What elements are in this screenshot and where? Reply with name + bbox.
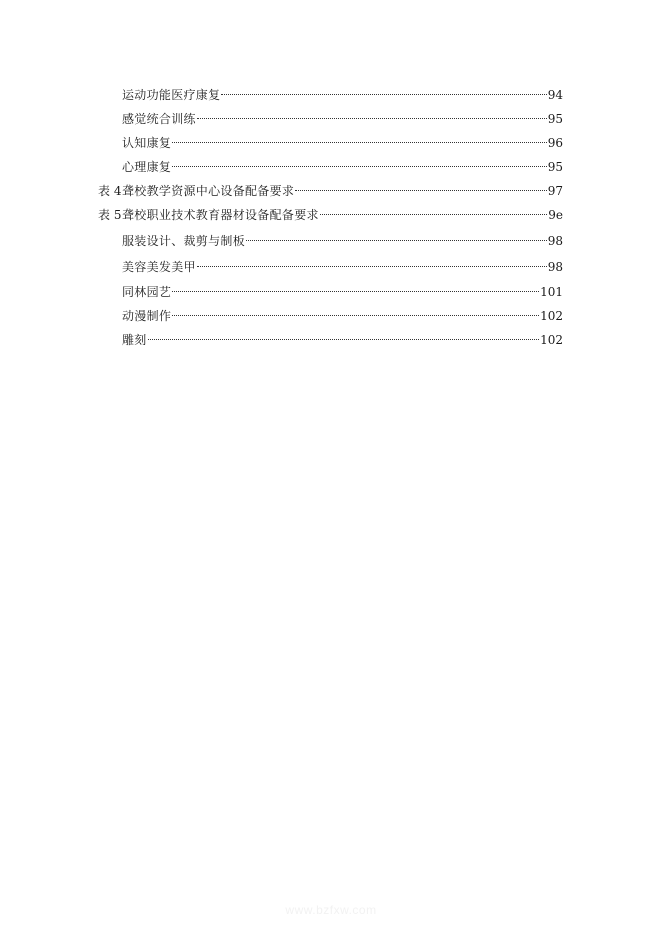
toc-entry-page: 98	[547, 260, 563, 274]
dot-leader	[246, 239, 547, 241]
dot-leader	[148, 338, 539, 340]
toc-entry-title: 美容美发美甲	[122, 260, 196, 274]
toc-entry	[122, 331, 563, 349]
toc-entry-page: 95	[547, 160, 563, 174]
toc-entry-title: 服装设计、裁剪与制板	[122, 234, 246, 248]
toc-entry-title: 感觉统合训练	[122, 112, 196, 126]
table-number: 表 5	[98, 208, 122, 222]
toc-entry-page: 101	[540, 285, 563, 299]
dot-leader	[197, 265, 547, 267]
toc-entry-title: 心理康复	[122, 160, 172, 174]
table-number: 表 4	[98, 184, 122, 198]
toc-entry-title: 雕刻	[122, 333, 147, 347]
dot-leader	[172, 290, 539, 292]
dot-leader	[172, 314, 539, 316]
toc-entry-title: 动漫制作	[122, 309, 172, 323]
toc-entry-title: 运动功能医疗康复	[122, 88, 221, 102]
dot-leader	[197, 117, 547, 119]
toc-entry-page: 9e	[548, 208, 563, 222]
toc-entry-page: 96	[547, 136, 563, 150]
toc-entry	[122, 86, 563, 104]
toc-entry	[122, 307, 563, 325]
toc-entry	[122, 283, 563, 301]
toc-entry-page: 102	[540, 309, 563, 323]
toc-entry-page: 102	[540, 333, 563, 347]
toc-entry	[122, 158, 563, 176]
dot-leader	[172, 165, 547, 167]
toc-entry	[122, 232, 563, 250]
toc-entry	[122, 134, 563, 152]
toc-entry-title: 同林园艺	[122, 285, 172, 299]
toc-entry-page: 94	[547, 88, 563, 102]
watermark: www.bzfxw.com	[285, 903, 377, 917]
toc-entry	[122, 110, 563, 128]
toc-entry-page: 97	[547, 184, 563, 198]
toc-entry	[98, 206, 563, 224]
toc-entry-title: 聋校职业技术教育器材设备配备要求	[122, 208, 319, 222]
toc-entry-title: 聋校教学资源中心设备配备要求	[122, 184, 295, 198]
toc-entry-page: 98	[547, 234, 563, 248]
toc-entry-title: 认知康复	[122, 136, 172, 150]
toc-entry-page: 95	[547, 112, 563, 126]
toc-entry	[122, 258, 563, 276]
dot-leader	[295, 189, 547, 191]
dot-leader	[221, 93, 546, 95]
toc-entry	[98, 182, 563, 200]
dot-leader	[320, 213, 547, 215]
dot-leader	[172, 141, 547, 143]
